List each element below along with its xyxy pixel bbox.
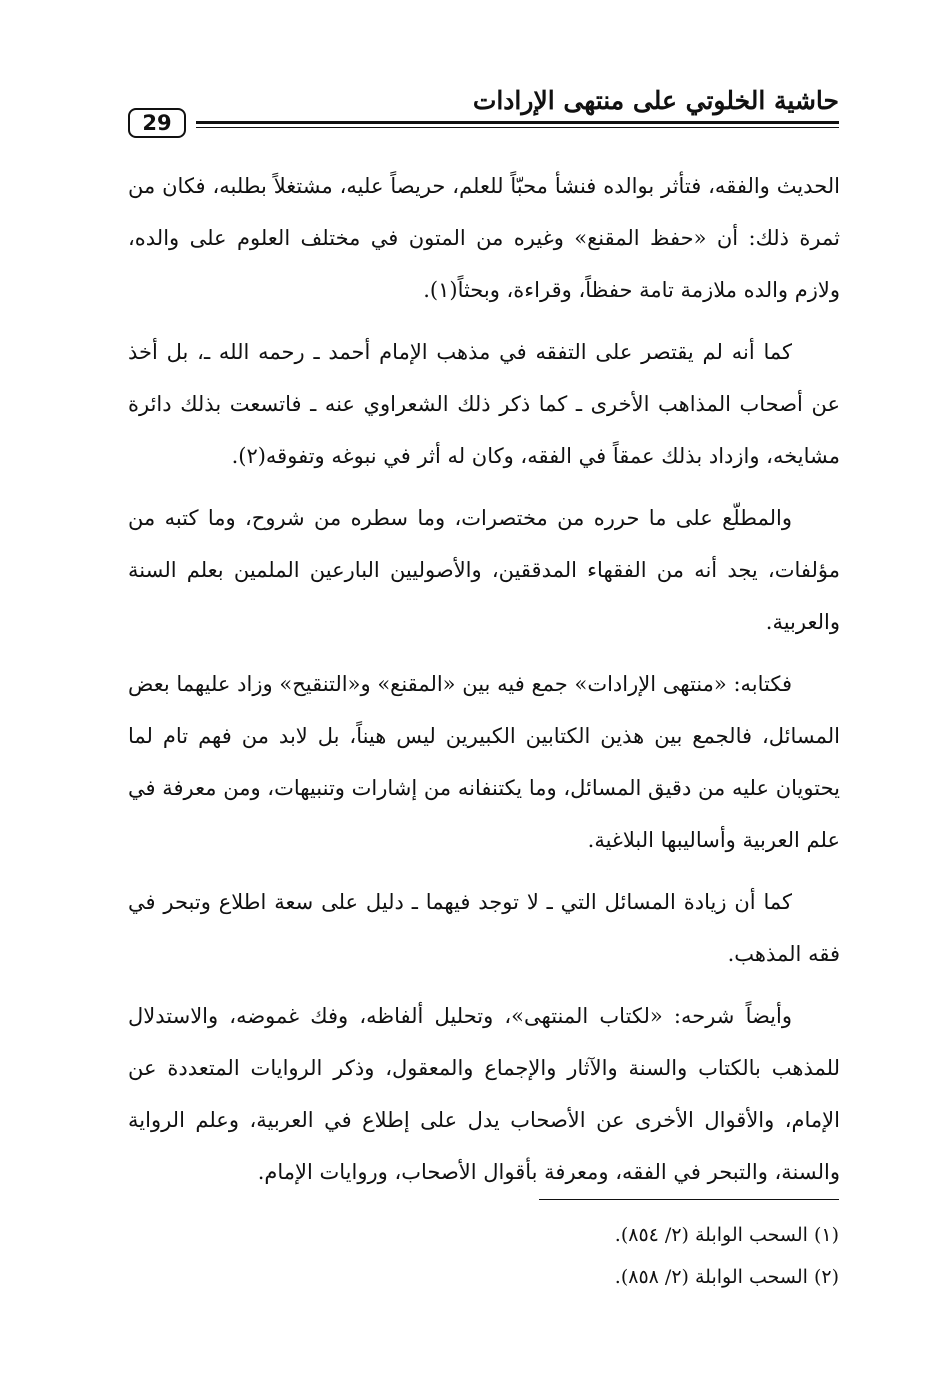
paragraph: كما أنه لم يقتصر على التفقه في مذهب الإمام أحمد ـ رحمه الله ـ، بل أخذ عن أصحاب المذاهب الأخرى ـ كما ذكر ذلك الشعراوي عنه ـ فاتسعت بذلك دائرة مشايخه، وازداد بذلك عمقاً في الفقه، وكان له أثر في نبوغه وتفوقه(٢). bbox=[128, 340, 840, 468]
paragraph: والمطلّع على ما حرره من مختصرات، وما سطره من شروح، وما كتبه من مؤلفات، يجد أنه من الفقهاء المدققين، والأصوليين البارعين الملمين بعلم السنة والعربية. bbox=[128, 506, 840, 634]
body-text bbox=[128, 160, 840, 1208]
running-header-title: حاشية الخلوتي على منتهى الإرادات bbox=[472, 86, 839, 115]
paragraph: الحديث والفقه، فتأثر بوالده فنشأ محبّاً للعلم، حريصاً عليه، مشتغلاً بطلبه، فكان من ثمرة ذلك: أن «حفظ المقنع» وغيره من المتون في مختلف العلوم على والده، ولازم والده ملازمة تامة حفظاً، وقراءة، وبحثاً(١). bbox=[128, 174, 840, 302]
paragraph: وأيضاً شرحه: «لكتاب المنتهى»، وتحليل ألفاظه، وفك غموضه، والاستدلال للمذهب بالكتاب والسنة والآثار والإجماع والمعقول، وذكر الروايات المتعددة عن الإمام، والأقوال الأخرى عن الأصحاب يدل على إطلاع في العربية، وعلم الرواية والسنة، والتبحر في الفقه، ومعرفة بأقوال الأصحاب، وروايات الإمام. bbox=[128, 1004, 840, 1184]
header-rule bbox=[196, 121, 839, 124]
paragraph: كما أن زيادة المسائل التي ـ لا توجد فيهما ـ دليل على سعة اطلاع وتبحر في فقه المذهب. bbox=[128, 890, 840, 966]
footnote: (١) السحب الوابلة (٢/ ٨٥٤). bbox=[614, 1224, 839, 1246]
footnote-divider bbox=[539, 1199, 839, 1200]
paragraph: فكتابه: «منتهى الإرادات» جمع فيه بين «المقنع» و«التنقيح» وزاد عليهما بعض المسائل، فالجمع بين هذين الكتابين الكبيرين ليس هيناً، بل لابد من فهم تام لما يحتويان عليه من دقيق المسائل، وما يكتنفانه من إشارات وتنبيهات، ومن معرفة في علم العربية وأساليبها البلاغية. bbox=[128, 672, 840, 852]
footnote: (٢) السحب الوابلة (٢/ ٨٥٨). bbox=[614, 1266, 839, 1288]
header-rule-thin bbox=[196, 127, 839, 128]
footnotes bbox=[339, 1214, 839, 1298]
page-number-badge: 29 bbox=[128, 108, 186, 138]
